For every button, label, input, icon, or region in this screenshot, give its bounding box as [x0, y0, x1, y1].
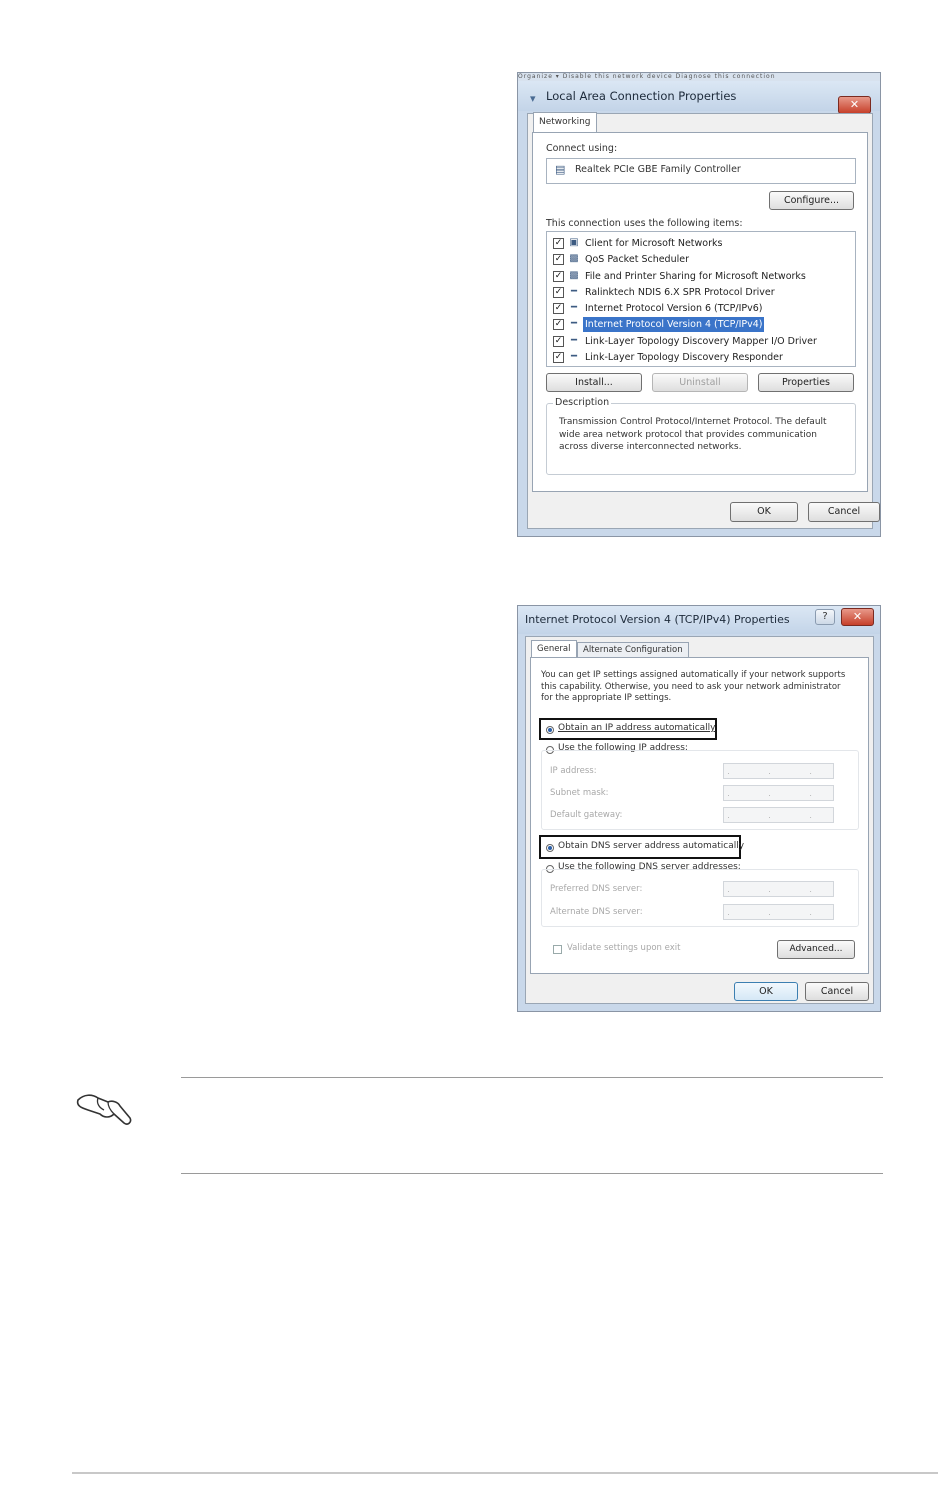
list-item-label: Link-Layer Topology Discovery Mapper I/O Driver — [585, 336, 817, 347]
checkbox[interactable]: ✓ — [554, 303, 563, 313]
help-button[interactable]: ? — [815, 609, 835, 625]
list-item-label: Internet Protocol Version 4 (TCP/IPv4) — [585, 319, 763, 330]
list-item-label: Ralinktech NDIS 6.X SPR Protocol Driver — [585, 287, 775, 298]
network-service-icon: ▩ — [569, 270, 579, 281]
ipv4-properties-screenshot — [517, 605, 881, 1012]
ok-button[interactable]: OK — [730, 502, 798, 522]
tab-general[interactable]: General — [531, 640, 577, 659]
adapter-icon: ▤ — [555, 163, 566, 176]
adapter-name: Realtek PCIe GBE Family Controller — [575, 164, 741, 175]
protocol-icon: ━ — [570, 335, 578, 346]
default-gateway-field[interactable]: . . . — [723, 807, 834, 823]
ip-address-field[interactable]: . . . — [723, 763, 834, 779]
uninstall-button[interactable]: Uninstall — [652, 373, 748, 392]
configure-button[interactable]: Configure... — [769, 191, 854, 210]
intro-text: You can get IP settings assigned automatically if your network supports this capability. Otherwise, you need to ask your network administrator for the appropriate IP settings. — [541, 670, 846, 703]
network-client-icon: ▣ — [569, 237, 579, 248]
checkbox[interactable]: ✓ — [554, 287, 563, 297]
list-item-label: Client for Microsoft Networks — [585, 238, 723, 249]
checkbox[interactable]: ✓ — [554, 271, 563, 281]
preferred-dns-field[interactable]: . . . — [723, 881, 834, 897]
close-button[interactable]: ✕ — [838, 96, 871, 114]
dns-settings-group — [541, 869, 859, 927]
items-label: This connection uses the following items: — [546, 218, 743, 229]
hand-note-icon — [74, 1088, 134, 1130]
install-button[interactable]: Install... — [546, 373, 642, 392]
alternate-dns-field[interactable]: . . . — [723, 904, 834, 920]
checkbox[interactable]: ✓ — [554, 352, 563, 362]
items-list[interactable] — [546, 231, 856, 367]
cancel-button[interactable]: Cancel — [808, 502, 880, 522]
dialog-panel — [527, 113, 873, 529]
obtain-dns-auto-label[interactable]: Obtain DNS server address automatically — [558, 841, 745, 851]
network-adapter-icon: ▾ — [530, 92, 536, 105]
subnet-mask-label: Subnet mask: — [550, 788, 609, 798]
note-top-rule — [181, 1077, 883, 1078]
protocol-icon: ━ — [570, 302, 578, 313]
default-gateway-label: Default gateway: — [550, 810, 623, 820]
advanced-button[interactable]: Advanced... — [777, 940, 855, 959]
preferred-dns-label: Preferred DNS server: — [550, 884, 643, 894]
protocol-icon: ━ — [570, 318, 578, 329]
use-following-ip-label[interactable]: Use the following IP address: — [558, 743, 688, 753]
tab-alternate-configuration[interactable]: Alternate Configuration — [577, 642, 689, 659]
list-item-label: File and Printer Sharing for Microsoft Networks — [585, 271, 806, 282]
ip-settings-group — [541, 750, 859, 830]
note-bottom-rule — [181, 1173, 883, 1174]
footer-rule — [72, 1472, 938, 1474]
validate-label: Validate settings upon exit — [567, 943, 681, 953]
alternate-dns-label: Alternate DNS server: — [550, 907, 643, 917]
adapter-field — [546, 158, 856, 184]
protocol-icon: ━ — [570, 351, 578, 362]
description-text: Transmission Control Protocol/Internet Protocol. The default wide area network protocol that provides communication across diverse interconnected networks. — [559, 417, 827, 452]
dialog-title: Local Area Connection Properties — [546, 89, 737, 103]
subnet-mask-field[interactable]: . . . — [723, 785, 834, 801]
cancel-button[interactable]: Cancel — [805, 982, 869, 1001]
tab-networking[interactable]: Networking — [533, 112, 597, 133]
checkbox[interactable]: ✓ — [554, 238, 563, 248]
list-item-label: Internet Protocol Version 6 (TCP/IPv6) — [585, 303, 763, 314]
general-tab-body — [530, 657, 869, 974]
checkbox[interactable]: ✓ — [554, 319, 563, 329]
properties-button[interactable]: Properties — [758, 373, 854, 392]
connect-using-label: Connect using: — [546, 143, 618, 154]
ok-button[interactable]: OK — [734, 982, 798, 1001]
networking-tab-body — [532, 132, 868, 492]
description-caption: Description — [555, 397, 610, 408]
list-item-label: Link-Layer Topology Discovery Responder — [585, 352, 783, 363]
network-service-icon: ▩ — [569, 253, 579, 264]
obtain-ip-auto-label[interactable]: Obtain an IP address automatically — [558, 723, 716, 733]
use-following-dns-label[interactable]: Use the following DNS server addresses: — [558, 862, 741, 872]
checkbox[interactable]: ✓ — [554, 336, 563, 346]
list-item-label: QoS Packet Scheduler — [585, 254, 689, 265]
title-bar — [518, 81, 880, 111]
description-group — [546, 397, 856, 475]
protocol-icon: ━ — [570, 286, 578, 297]
dialog-title: Internet Protocol Version 4 (TCP/IPv4) Properties — [525, 613, 790, 626]
local-area-connection-properties-screenshot — [517, 72, 881, 537]
dialog-panel — [525, 636, 874, 1004]
title-bar — [518, 606, 880, 634]
ip-address-label: IP address: — [550, 766, 597, 776]
checkbox[interactable]: ✓ — [554, 254, 563, 264]
validate-checkbox[interactable] — [553, 945, 562, 954]
obtain-ip-auto-radio[interactable] — [546, 726, 554, 734]
close-button[interactable]: ✕ — [841, 608, 874, 626]
explorer-toolbar-strip: Organize ▾ Disable this network device Diagnose this connection — [518, 73, 880, 81]
obtain-dns-auto-radio[interactable] — [546, 844, 554, 852]
